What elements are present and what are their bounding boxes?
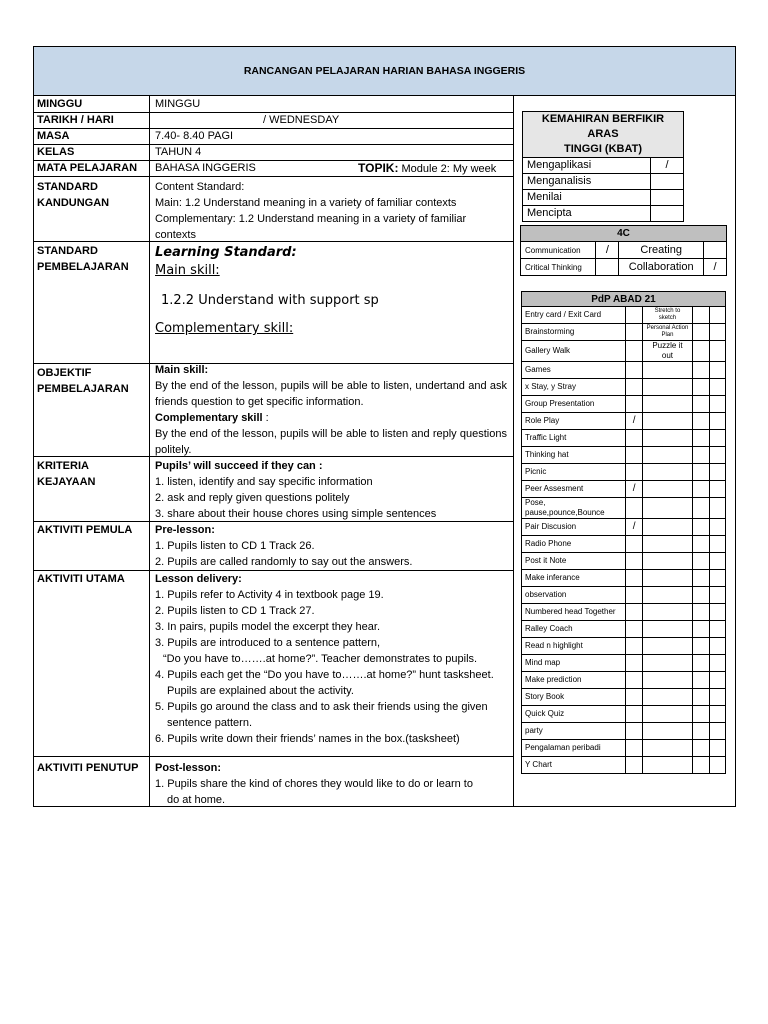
four-c-title: 4C (521, 226, 727, 242)
utama-label: AKTIVITI UTAMA (37, 573, 125, 585)
pdp-blank (710, 324, 726, 341)
four-c-item: Collaboration (619, 259, 704, 276)
sk-line: Complementary: 1.2 Understand meaning in a variety of familiar (155, 213, 467, 225)
page-title: RANCANGAN PELAJARAN HARIAN BAHASA INGGERIS (33, 46, 736, 96)
pdp-mark (626, 341, 643, 362)
pdp-mark (692, 379, 709, 396)
pdp-item (642, 498, 692, 519)
pdp-mark (626, 498, 643, 519)
pdp-row (522, 672, 726, 689)
pdp-mark (692, 621, 709, 638)
pemula-item: 2. Pupils are called randomly to say out the answers. (155, 556, 413, 568)
obj-main-heading: Main skill: (155, 364, 209, 376)
utama-item: “Do you have to…….at home?”. Teacher demonstrates to pupils. (163, 653, 478, 665)
obj-comp-colon: : (262, 412, 269, 424)
pdp-mark (626, 464, 643, 481)
pdp-mark: / (626, 481, 643, 498)
kbat-mark (651, 190, 684, 206)
pdp-mark (692, 341, 709, 362)
learning-standard-heading: Learning Standard: (155, 245, 297, 260)
pdp-item: Ralley Coach (522, 621, 626, 638)
pdp-mark (692, 672, 709, 689)
pdp-mark (692, 307, 709, 324)
four-c-mark: / (704, 259, 727, 276)
kelas-label: KELAS (37, 146, 75, 158)
pdp-item: Y Chart (522, 757, 626, 774)
pdp-blank (710, 621, 726, 638)
four-c-table (520, 225, 727, 276)
pdp-mark (692, 464, 709, 481)
pdp-mark (626, 655, 643, 672)
standard-pembelajaran (155, 244, 507, 338)
pdp-item (642, 638, 692, 655)
pdp-item: Read n highlight (522, 638, 626, 655)
pdp-row (522, 689, 726, 706)
four-c-mark: / (596, 242, 619, 259)
pdp-row (522, 362, 726, 379)
krit-item: 2. ask and reply given questions politely (155, 492, 350, 504)
pdp-blank (710, 379, 726, 396)
pdp-row (522, 757, 726, 774)
pdp-mark (626, 638, 643, 655)
kbat-mark: / (651, 158, 684, 174)
pdp-mark (626, 587, 643, 604)
four-c-item: Communication (521, 242, 596, 259)
aktiviti-penutup (155, 760, 507, 808)
pdp-blank (710, 706, 726, 723)
pdp-mark (692, 706, 709, 723)
utama-item: 2. Pupils listen to CD 1 Track 27. (155, 605, 315, 617)
penutup-item: do at home. (167, 794, 226, 806)
pdp-item: Games (522, 362, 626, 379)
pdp-blank (710, 672, 726, 689)
pdp-row (522, 379, 726, 396)
pdp-mark (692, 430, 709, 447)
pemula-heading: Pre-lesson: (155, 524, 215, 536)
sk-line: contexts (155, 229, 196, 241)
kbat-table (522, 111, 684, 222)
pdp-row (522, 324, 726, 341)
utama-item: 6. Pupils write down their friends’ names in the box.(tasksheet) (155, 733, 460, 745)
obj-comp-text: By the end of the lesson, pupils will be able to listen and reply questions politely. (155, 428, 507, 456)
kriteria-kejayaan (155, 458, 507, 522)
pdp-item: Make inferance (522, 570, 626, 587)
pdp-abad-21-table (521, 291, 726, 774)
pdp-mark (626, 740, 643, 757)
four-c-mark (704, 242, 727, 259)
topik-label: TOPIK: (358, 161, 399, 175)
pdp-mark (692, 519, 709, 536)
pdp-mark (692, 570, 709, 587)
utama-item: 1. Pupils refer to Activity 4 in textbook page 19. (155, 589, 384, 601)
krit-heading: Pupils’ will succeed if they can : (155, 460, 323, 472)
pdp-mark (692, 757, 709, 774)
pdp-item (642, 689, 692, 706)
utama-item: sentence pattern. (167, 717, 253, 729)
aktiviti-pemula (155, 522, 507, 570)
pdp-mark: / (626, 413, 643, 430)
kbat-mark (651, 174, 684, 190)
pdp-mark (626, 723, 643, 740)
pdp-mark (626, 324, 643, 341)
pdp-mark (626, 672, 643, 689)
pdp-item: observation (522, 587, 626, 604)
pdp-item (642, 706, 692, 723)
pdp-mark (626, 604, 643, 621)
pdp-mark (626, 570, 643, 587)
pdp-mark (626, 553, 643, 570)
pdp-item: Quick Quiz (522, 706, 626, 723)
pdp-mark (692, 536, 709, 553)
pdp-item: Numbered head Together (522, 604, 626, 621)
pdp-row (522, 553, 726, 570)
pdp-item: Group Presentation (522, 396, 626, 413)
pdp-mark (626, 536, 643, 553)
pdp-item: Make prediction (522, 672, 626, 689)
pdp-mark (626, 396, 643, 413)
sk-label-2: KANDUNGAN (37, 197, 110, 209)
pdp-blank (710, 430, 726, 447)
pemula-item: 1. Pupils listen to CD 1 Track 26. (155, 540, 315, 552)
pdp-mark (692, 655, 709, 672)
pdp-item (642, 396, 692, 413)
pdp-row (522, 519, 726, 536)
pdp-blank (710, 723, 726, 740)
kbat-title (523, 112, 684, 158)
pdp-mark (626, 621, 643, 638)
pdp-blank (710, 447, 726, 464)
pdp-blank (710, 536, 726, 553)
pdp-row (522, 447, 726, 464)
pdp-item: Personal Action Plan (642, 324, 692, 341)
pdp-mark (692, 723, 709, 740)
pdp-item (642, 481, 692, 498)
pdp-row (522, 498, 726, 519)
pdp-mark (692, 481, 709, 498)
penutup-heading: Post-lesson: (155, 762, 222, 774)
pdp-title: PdP ABAD 21 (522, 292, 726, 307)
pdp-item: Entry card / Exit Card (522, 307, 626, 324)
pdp-item: Pose, pause,pounce,Bounce (522, 498, 626, 519)
obj-main-text: By the end of the lesson, pupils will be able to listen, undertand and ask friends question to get specific information. (155, 380, 507, 408)
pdp-row (522, 481, 726, 498)
pdp-mark: / (626, 519, 643, 536)
tarikh-value: / WEDNESDAY (263, 114, 340, 126)
pdp-row (522, 621, 726, 638)
obj-label-2: PEMBELAJARAN (37, 383, 129, 395)
krit-label-2: KEJAYAAN (37, 476, 96, 488)
kbat-item: Menganalisis (523, 174, 651, 190)
pdp-mark (692, 396, 709, 413)
pdp-item: Brainstorming (522, 324, 626, 341)
pdp-blank (710, 519, 726, 536)
pdp-row (522, 655, 726, 672)
sp-label-2: PEMBELAJARAN (37, 261, 129, 273)
pdp-item (642, 413, 692, 430)
pdp-item (642, 655, 692, 672)
pdp-row (522, 740, 726, 757)
pdp-item: Pair Discusion (522, 519, 626, 536)
penutup-label: AKTIVITI PENUTUP (37, 762, 139, 774)
pdp-item: Traffic Light (522, 430, 626, 447)
pdp-row (522, 307, 726, 324)
pdp-mark (692, 447, 709, 464)
kbat-item: Mencipta (523, 206, 651, 222)
pdp-mark (692, 553, 709, 570)
pdp-blank (710, 362, 726, 379)
pdp-item: Pengalaman peribadi (522, 740, 626, 757)
tarikh-label: TARIKH / HARI (37, 114, 114, 126)
kbat-item: Menilai (523, 190, 651, 206)
kbat-title-2: TINGGI (KBAT) (563, 143, 642, 155)
pdp-row (522, 396, 726, 413)
pdp-item (642, 672, 692, 689)
kelas-value: TAHUN 4 (155, 146, 202, 158)
pdp-row (522, 604, 726, 621)
krit-item: 3. share about their house chores using simple sentences (155, 508, 437, 520)
pdp-item (642, 379, 692, 396)
pdp-item (642, 757, 692, 774)
kbat-item: Mengaplikasi (523, 158, 651, 174)
lesson-details-table (33, 96, 514, 807)
pdp-item: Story Book (522, 689, 626, 706)
pdp-item: Stretch to sketch (642, 307, 692, 324)
mata-pelajaran-label: MATA PELAJARAN (37, 162, 138, 174)
pdp-row (522, 706, 726, 723)
pdp-row (522, 464, 726, 481)
pdp-item (642, 621, 692, 638)
complementary-skill-heading: Complementary skill: (155, 321, 294, 336)
pdp-item (642, 723, 692, 740)
sk-line: Main: 1.2 Understand meaning in a variety of familiar contexts (155, 197, 457, 209)
pdp-blank (710, 553, 726, 570)
pdp-mark (692, 689, 709, 706)
pdp-mark (692, 740, 709, 757)
pdp-blank (710, 341, 726, 362)
sk-line: Content Standard: (155, 181, 245, 193)
pdp-blank (710, 481, 726, 498)
pdp-item (642, 536, 692, 553)
pdp-blank (710, 498, 726, 519)
pdp-blank (710, 587, 726, 604)
four-c-item: Critical Thinking (521, 259, 596, 276)
pdp-item: Radio Phone (522, 536, 626, 553)
pdp-row (522, 570, 726, 587)
pdp-item: Puzzle it out (642, 341, 692, 362)
pdp-mark (692, 587, 709, 604)
pdp-item: Post it Note (522, 553, 626, 570)
pdp-mark (692, 324, 709, 341)
sk-label-1: STANDARD (37, 181, 98, 193)
pdp-mark (626, 362, 643, 379)
obj-label-1: OBJEKTIF (37, 367, 92, 379)
kbat-mark (651, 206, 684, 222)
pdp-blank (710, 638, 726, 655)
pdp-mark (626, 307, 643, 324)
utama-item: 3. In pairs, pupils model the excerpt they hear. (155, 621, 381, 633)
masa-value: 7.40- 8.40 PAGI (155, 130, 234, 142)
minggu-label: MINGGU (37, 98, 83, 110)
pdp-mark (692, 413, 709, 430)
pdp-blank (710, 604, 726, 621)
sp-label-1: STANDARD (37, 245, 98, 257)
pdp-blank (710, 757, 726, 774)
utama-item: Pupils are explained about the activity. (167, 685, 354, 697)
pdp-mark (626, 379, 643, 396)
pdp-item (642, 447, 692, 464)
krit-label-1: KRITERIA (37, 460, 89, 472)
pdp-item (642, 519, 692, 536)
pdp-item: party (522, 723, 626, 740)
obj-comp-heading: Complementary skill (155, 412, 263, 424)
pdp-item: x Stay, y Stray (522, 379, 626, 396)
main-skill-text: 1.2.2 Understand with support sp (161, 293, 379, 308)
standard-kandungan (155, 179, 507, 243)
pdp-row (522, 430, 726, 447)
pdp-row (522, 638, 726, 655)
pdp-row (522, 413, 726, 430)
pdp-blank (710, 570, 726, 587)
penutup-item: 1. Pupils share the kind of chores they would like to do or learn to (155, 778, 473, 790)
pdp-row (522, 587, 726, 604)
pdp-blank (710, 307, 726, 324)
pdp-item (642, 570, 692, 587)
pdp-mark (692, 604, 709, 621)
pdp-blank (710, 464, 726, 481)
pdp-item (642, 464, 692, 481)
utama-item: 4. Pupils each get the “Do you have to…….at home?” hunt tasksheet. (155, 669, 494, 681)
four-c-mark (596, 259, 619, 276)
kbat-title-1: KEMAHIRAN BERFIKIR ARAS (541, 113, 665, 140)
pdp-item (642, 362, 692, 379)
pdp-mark (692, 362, 709, 379)
pdp-mark (692, 638, 709, 655)
pdp-mark (626, 447, 643, 464)
topik-value: Module 2: My week (401, 163, 497, 175)
pdp-mark (626, 430, 643, 447)
minggu-value: MINGGU (155, 98, 201, 110)
pdp-item (642, 553, 692, 570)
mata-pelajaran-value: BAHASA INGGERIS (155, 162, 256, 174)
masa-label: MASA (37, 130, 70, 142)
pdp-row (522, 723, 726, 740)
pdp-row (522, 536, 726, 553)
utama-item: 5. Pupils go around the class and to ask their friends using the given (155, 701, 488, 713)
pdp-item: Role Play (522, 413, 626, 430)
pdp-blank (710, 740, 726, 757)
pdp-mark (692, 498, 709, 519)
krit-item: 1. listen, identify and say specific information (155, 476, 373, 488)
four-c-item: Creating (619, 242, 704, 259)
pdp-item: Mind map (522, 655, 626, 672)
pdp-blank (710, 689, 726, 706)
pdp-item (642, 740, 692, 757)
pdp-blank (710, 396, 726, 413)
pdp-mark (626, 689, 643, 706)
pdp-item: Picnic (522, 464, 626, 481)
objektif (155, 362, 507, 458)
pdp-item: Thinking hat (522, 447, 626, 464)
pdp-mark (626, 757, 643, 774)
pdp-item: Peer Assesment (522, 481, 626, 498)
pdp-mark (626, 706, 643, 723)
pdp-item: Gallery Walk (522, 341, 626, 362)
pdp-blank (710, 413, 726, 430)
pdp-blank (710, 655, 726, 672)
pemula-label: AKTIVITI PEMULA (37, 524, 133, 536)
pdp-item (642, 604, 692, 621)
pdp-item (642, 430, 692, 447)
pdp-row (522, 341, 726, 362)
utama-item: 3. Pupils are introduced to a sentence pattern, (155, 637, 381, 649)
main-skill-heading: Main skill: (155, 263, 220, 278)
pdp-item (642, 587, 692, 604)
utama-heading: Lesson delivery: (155, 573, 242, 585)
aktiviti-utama (155, 571, 507, 747)
